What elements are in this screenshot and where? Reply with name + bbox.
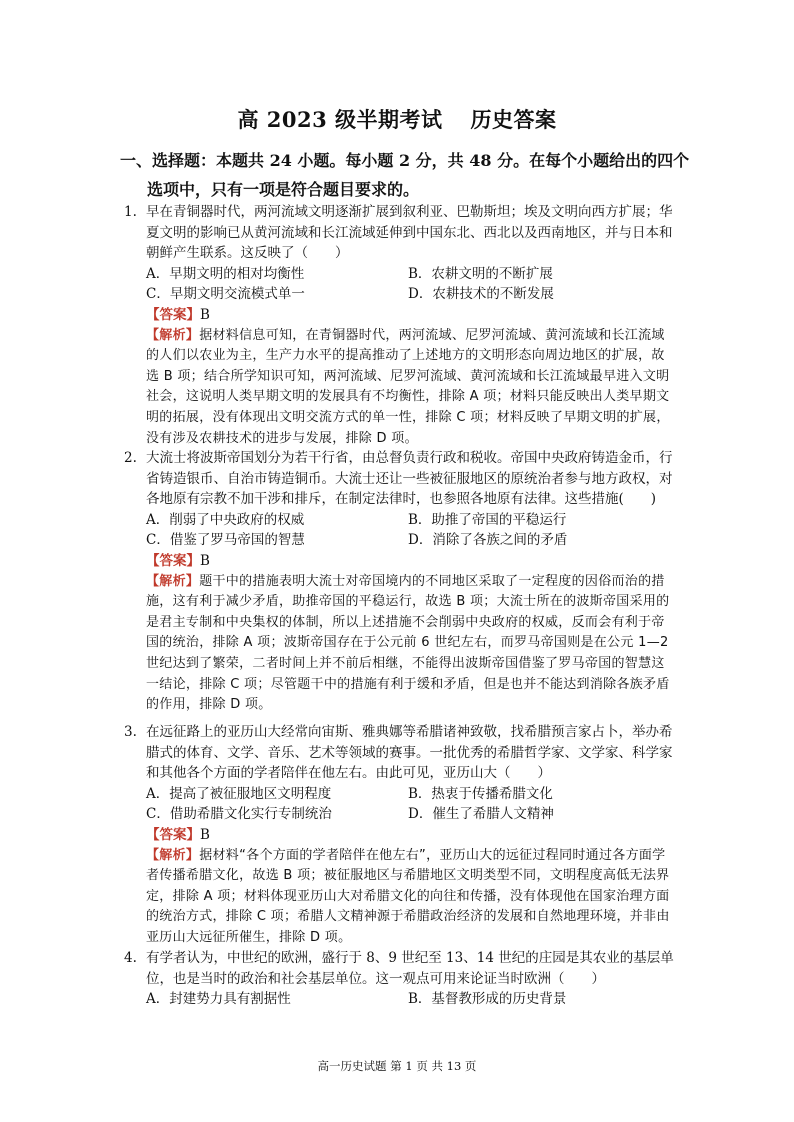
analysis-line: [146, 572, 674, 716]
analysis-line: [146, 326, 674, 450]
answer-value: B: [200, 552, 210, 569]
option-d: D．催生了希腊人文精神: [408, 806, 554, 823]
question-number: 3.: [124, 724, 137, 740]
answer-line: [146, 551, 674, 572]
section-heading: [120, 146, 694, 204]
answer-line: [146, 825, 674, 846]
question-stem: 有学者认为，中世纪的欧洲，盛行于 8、9 世纪至 13、14 世纪的庄园是其农业的基层单位，也是当时的政治和社会基层单位。这一观点可用来论证当时欧洲（ ）: [146, 950, 674, 987]
options-list: [146, 510, 674, 551]
option-c: C．借助希腊文化实行专制统治: [146, 806, 332, 823]
question-1: [124, 202, 674, 449]
title-sub: 历史答案: [470, 107, 557, 132]
option-a: A．提高了被征服地区文明程度: [146, 785, 332, 802]
answer-value: B: [200, 826, 210, 843]
answer-label: 【答案】: [146, 306, 200, 323]
question-2: [124, 448, 674, 716]
question-3: [124, 722, 674, 949]
question-number: 2.: [124, 450, 137, 466]
analysis-text: 题干中的措施表明大流士对帝国境内的不同地区采取了一定程度的因俗而治的措施，这有利于减少矛盾，助推帝国的平稳运行，故选 B 项；大流士所在的波斯帝国采用的是君主专制和中央集权的体制，所以上述措施不会削弱中央政府的权威，反而会有利于帝国的统治，排除 A 项；波斯帝国存在于公元前 6 世纪左右，而罗马帝国则是在公元 1—2 世纪达到了繁荣，二者时间上并不前后相继，不能得出波斯帝国借鉴了罗马帝国的智慧这一结论，排除 C 项；尽管题干中的措施有利于缓和矛盾，但是也并不能达到消除各族矛盾的作用，排除 D 项。: [146, 573, 670, 713]
answer-label: 【答案】: [146, 826, 200, 843]
question-number: 1.: [124, 204, 137, 220]
page-footer: 高一历史试题 第 1 页 共 13 页: [317, 1059, 477, 1073]
analysis-label: 【解析】: [146, 327, 200, 343]
analysis-line: [146, 846, 674, 949]
analysis-text: 据材料信息可知，在青铜器时代，两河流域、尼罗河流域、黄河流域和长江流域的人们以农业为主，生产力水平的提高推动了上述地方的文明形态向周边地区的扩展，故选 B 项；结合所学知识可知，两河流域、尼罗河流域、黄河流域和长江流域最早进入文明社会，这说明人类早期文明的发展具有不均衡性，排除 A 项；材料只能反映出人类早期文明的拓展，没有体现出文明交流方式的单一性，排除 C 项；材料反映了早期文明的扩展，没有涉及农耕技术的进步与发展，排除 D 项。: [146, 327, 670, 446]
section-heading-line-2: 选项中，只有一项是符合题目要求的。: [147, 180, 420, 199]
options-list: [146, 264, 674, 305]
option-c: C．借鉴了罗马帝国的智慧: [146, 532, 305, 549]
section-heading-line-1: 一、选择题：本题共 24 小题。每小题 2 分，共 48 分。在每个小题给出的四个: [120, 151, 690, 170]
option-d: D．消除了各族之间的矛盾: [408, 532, 568, 549]
option-b: B．农耕文明的不断扩展: [408, 265, 553, 282]
page-title: [0, 104, 794, 134]
analysis-text: 据材料“各个方面的学者陪伴在他左右”，亚历山大的远征过程同时通过各方面学者传播希腊文化，故选 B 项；被征服地区与希腊地区文明类型不同，文明程度高低无法界定，排除 A 项；材料体现亚历山大对希腊文化的向往和传播，没有体现他在国家治理方面的统治方式，排除 C 项；希腊人文精神源于希腊政治经济的发展和自然地理环境，并非由亚历山大远征所催生，排除 D 项。: [146, 847, 670, 945]
option-a: A．早期文明的相对均衡性: [146, 265, 305, 282]
question-4: [124, 948, 674, 1010]
option-d: D．农耕技术的不断发展: [408, 286, 554, 303]
option-a: A．削弱了中央政府的权威: [146, 511, 305, 528]
option-a: A．封建势力具有割据性: [146, 991, 291, 1008]
question-stem: 早在青铜器时代，两河流域文明逐渐扩展到叙利亚、巴勒斯坦；埃及文明向西方扩展；华夏文明的影响已从黄河流域和长江流域延伸到中国东北、西北以及西南地区，并与日本和朝鲜产生联系。这反映了（ ）: [146, 204, 673, 262]
answer-line: [146, 305, 674, 326]
option-b: B．基督教形成的历史背景: [408, 991, 567, 1008]
options-list: [146, 784, 674, 825]
title-main: 高 2023 级半期考试: [237, 107, 443, 132]
question-stem: 大流士将波斯帝国划分为若干行省，由总督负责行政和税收。帝国中央政府铸造金币，行省铸造银币、自治市铸造铜币。大流士还让一些被征服地区的原统治者参与地方政权，对各地原有宗教不加干涉和排斥，在制定法律时，也参照各地原有法律。这些措施( ): [146, 450, 673, 508]
answer-value: B: [200, 306, 210, 323]
analysis-label: 【解析】: [146, 573, 200, 589]
answer-label: 【答案】: [146, 552, 200, 569]
option-b: B．助推了帝国的平稳运行: [408, 511, 567, 528]
option-c: C．早期文明交流模式单一: [146, 286, 305, 303]
analysis-label: 【解析】: [146, 847, 200, 863]
option-b: B．热衷于传播希腊文化: [408, 785, 553, 802]
options-list: [146, 989, 674, 1010]
question-number: 4.: [124, 950, 137, 966]
question-stem: 在远征路上的亚历山大经常向宙斯、雅典娜等希腊诸神致敬，找希腊预言家占卜，举办希腊式的体育、文学、音乐、艺术等领域的赛事。一批优秀的希腊哲学家、文学家、科学家和其他各个方面的学者陪伴在他左右。由此可见，亚历山大（ ）: [146, 724, 673, 782]
